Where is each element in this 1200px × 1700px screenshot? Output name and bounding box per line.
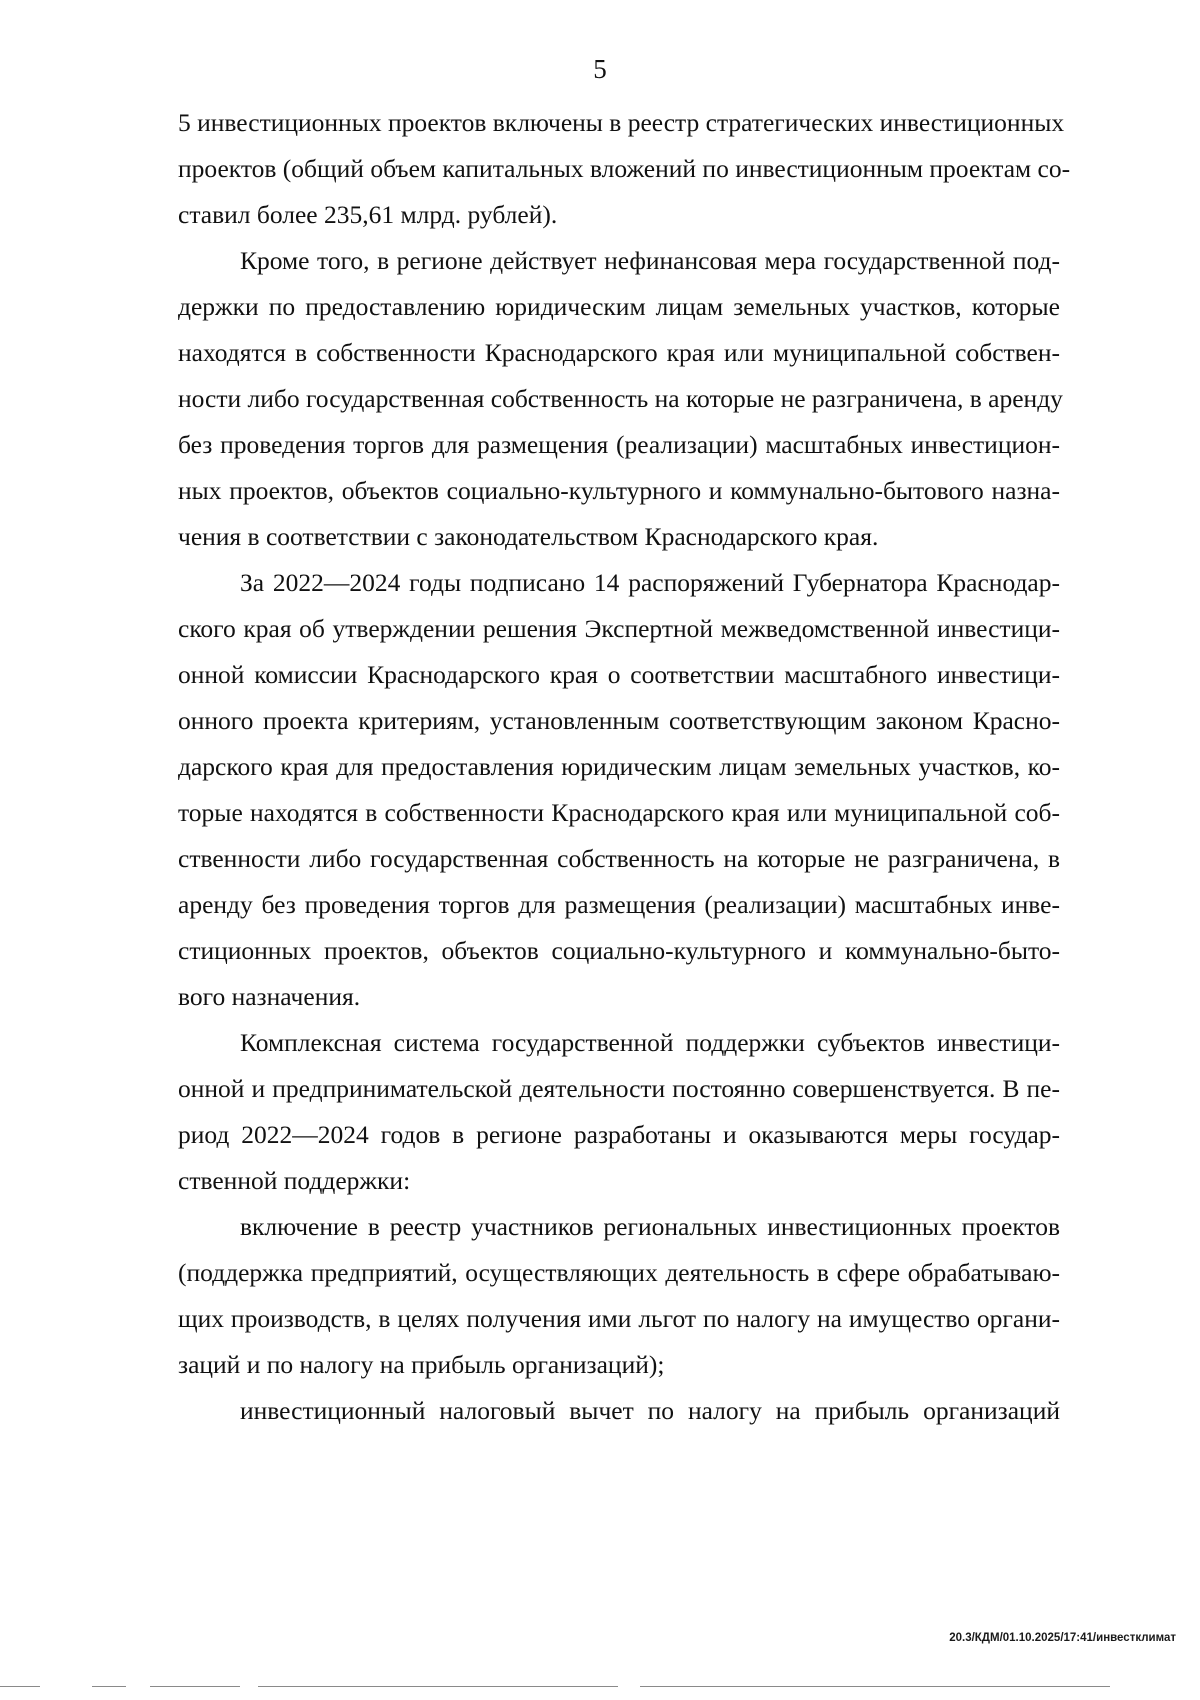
- text-line: ности либо государственная собственность на которые не разграничена, в аренду: [178, 384, 1063, 413]
- scan-artifact-line: [640, 1686, 1110, 1687]
- text-line: Комплексная система государственной поддержки субъектов инвестици-: [240, 1028, 1060, 1057]
- text-line: Кроме того, в регионе действует нефинансовая мера государственной под-: [240, 246, 1060, 275]
- text-line: ственной поддержки:: [178, 1166, 411, 1195]
- text-line: ных проектов, объектов социально-культурного и коммунально-бытового назна-: [178, 476, 1060, 505]
- page-number: 5: [593, 54, 607, 84]
- document-registration-code: 20.3/КДМ/01.10.2025/17:41/инвестклимат: [949, 1632, 1176, 1644]
- text-line: ставил более 235,61 млрд. рублей).: [178, 200, 558, 229]
- text-line: вого назначения.: [178, 982, 361, 1011]
- text-line: ского края об утверждении решения Экспертной межведомственной инвестици-: [178, 614, 1060, 643]
- text-line: проектов (общий объем капитальных вложений по инвестиционным проектам со-: [178, 154, 1071, 183]
- text-line: онного проекта критериям, установленным соответствующим законом Красно-: [178, 706, 1060, 735]
- text-line: дарского края для предоставления юридическим лицам земельных участков, ко-: [178, 752, 1060, 781]
- text-line: щих производств, в целях получения ими льгот по налогу на имущество органи-: [178, 1304, 1060, 1333]
- text-line: инвестиционный налоговый вычет по налогу на прибыль организаций: [240, 1396, 1060, 1425]
- text-line: чения в соответствии с законодательством Краснодарского края.: [178, 522, 879, 551]
- text-line: находятся в собственности Краснодарского края или муниципальной собствен-: [178, 338, 1060, 367]
- text-line: торые находятся в собственности Краснодарского края или муниципальной соб-: [178, 798, 1060, 827]
- text-line: риод 2022—2024 годов в регионе разработаны и оказываются меры государ-: [178, 1120, 1060, 1149]
- scan-artifact-line: [92, 1686, 126, 1687]
- text-line: 5 инвестиционных проектов включены в реестр стратегических инвестиционных: [178, 108, 1065, 137]
- text-line: включение в реестр участников региональных инвестиционных проектов: [240, 1212, 1060, 1241]
- text-line: стиционных проектов, объектов социально-культурного и коммунально-быто-: [178, 936, 1060, 965]
- scan-artifact-line: [0, 1686, 40, 1687]
- text-line: без проведения торгов для размещения (реализации) масштабных инвестицион-: [178, 430, 1060, 459]
- text-line: аренду без проведения торгов для размещения (реализации) масштабных инве-: [178, 890, 1060, 919]
- text-line: ственности либо государственная собственность на которые не разграничена, в: [178, 844, 1060, 873]
- text-line: онной и предпринимательской деятельности постоянно совершенствуется. В пе-: [178, 1074, 1060, 1103]
- scan-artifact-line: [150, 1686, 240, 1687]
- text-line: онной комиссии Краснодарского края о соответствии масштабного инвестици-: [178, 660, 1060, 689]
- text-line: заций и по налогу на прибыль организаций);: [178, 1350, 665, 1379]
- text-line: (поддержка предприятий, осуществляющих деятельность в сфере обрабатываю-: [178, 1258, 1060, 1287]
- text-line: За 2022—2024 годы подписано 14 распоряжений Губернатора Краснодар-: [240, 568, 1060, 597]
- text-line: держки по предоставлению юридическим лицам земельных участков, которые: [178, 292, 1060, 321]
- scan-artifact-line: [258, 1686, 618, 1687]
